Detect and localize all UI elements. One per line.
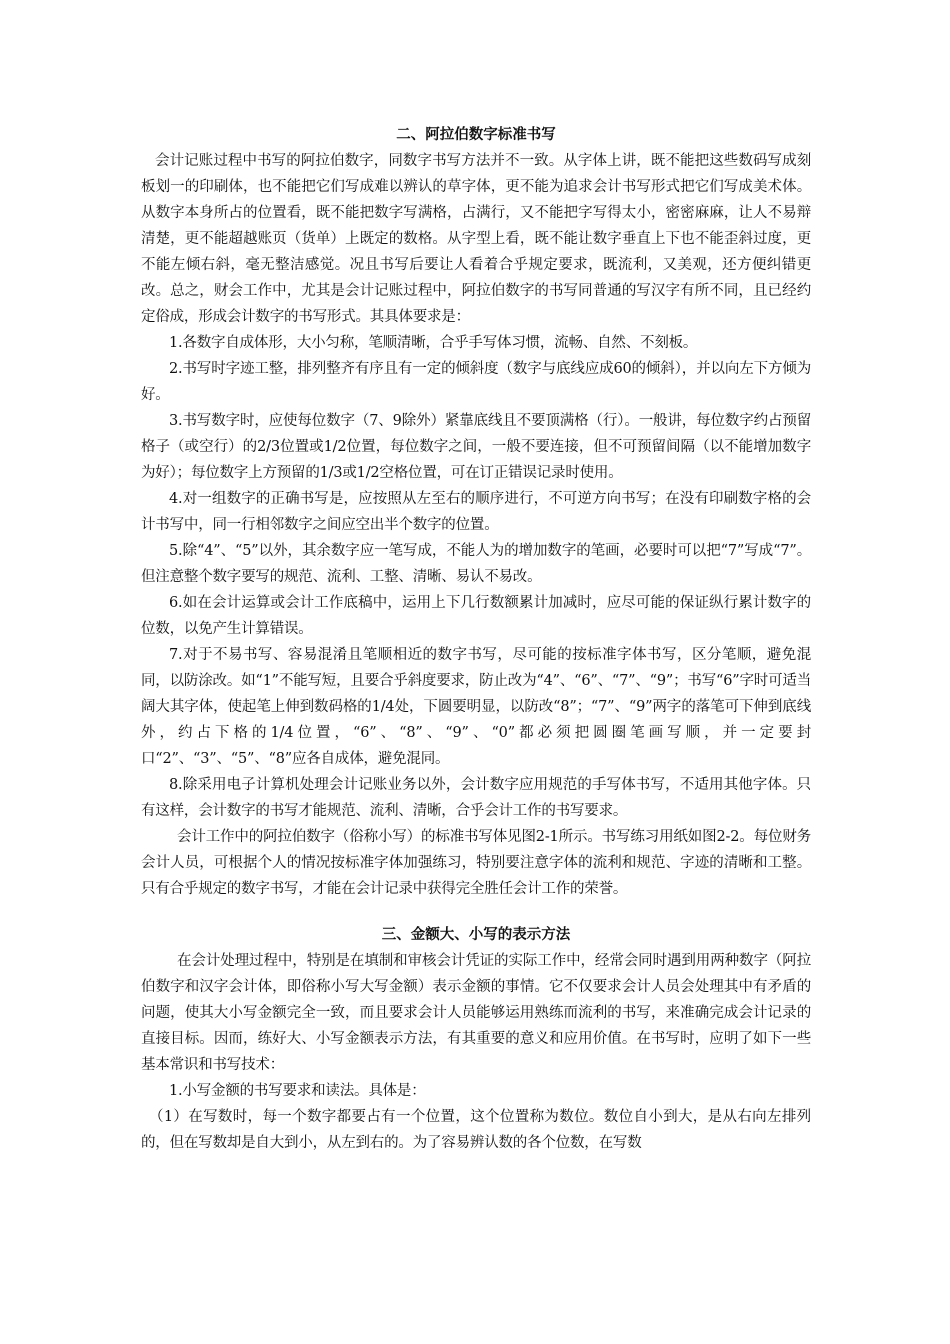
section-intro-paragraph-2: 在会计处理过程中，特别是在填制和审核会计凭证的实际工作中，经常会同时遇到用两种数字（阿拉伯数字和汉字会计体，即俗称小写大写金额）表示金额的事情。它不仅要求会计人员会处理其中有矛盾的问题，使其大小写金额完全一致，而且要求会计人员能够运用熟练而流利的书写，来准确完成会计记录的直接目标。因而，练好大、小写金额表示方法，有其重要的意义和应用价值。在书写时，应明了如下一些基本常识和书写技术： xyxy=(141,953,811,1073)
requirement-item-8: 8.除采用电子计算机处理会计记账业务以外，会计数字应用规范的手写体书写，不适用其他字体。只有这样，会计数字的书写才能规范、流利、清晰，合乎会计工作的书写要求。 xyxy=(141,777,811,819)
section-title-arabic-numerals: 二、阿拉伯数字标准书写 xyxy=(396,127,556,143)
section-intro-paragraph: 会计记账过程中书写的阿拉伯数字，同数字书写方法并不一致。从字体上讲，既不能把这些数码写成刻板划一的印刷体，也不能把它们写成难以辨认的草字体，更不能为追求会计书写形式把它们写成美术体。从数字本身所占的位置看，既不能把数字写满格，占满行，又不能把字写得太小，密密麻麻，让人不易辩清楚，更不能超越账页（货单）上既定的数格。从字型上看，既不能让数字垂直上下也不能歪斜过度，更不能左倾右斜，毫无整洁感觉。况且书写后要让人看着合乎规定要求，既流利，又美观，还方便纠错更改。总之，财会工作中，尤其是会计记账过程中，阿拉伯数字的书写同普通的写汉字有所不同，且已经约定俗成，形成会计数字的书写形式。其具体要求是： xyxy=(141,153,811,325)
requirement-item-2: 2.书写时字迹工整，排列整齐有序且有一定的倾斜度（数字与底线应成60的倾斜），并以向左下方倾为好。 xyxy=(141,361,811,403)
digit-position-paragraph: （1）在写数时，每一个数字都要占有一个位置，这个位置称为数位。数位自小到大，是从右向左排列的，但在写数却是自大到小，从左到右的。为了容易辨认数的各个位数，在写数 xyxy=(141,1109,811,1151)
lowercase-amount-item: 1.小写金额的书写要求和读法。具体是： xyxy=(169,1083,426,1099)
requirement-item-3: 3.书写数字时，应使每位数字（7、9除外）紧靠底线且不要顶满格（行）。一般讲，每位数字约占预留格子（或空行）的2/3位置或1/2位置，每位数字之间，一般不要连接，但不可预留间隔（以不能增加数字为好）；每位数字上方预留的1/3或1/2空格位置，可在订正错误记录时使用。 xyxy=(141,413,811,481)
section-spacer xyxy=(141,902,811,922)
section-title-amount-notation: 三、金额大、小写的表示方法 xyxy=(381,927,571,943)
requirement-item-6: 6.如在会计运算或会计工作底稿中，运用上下几行数额累计加减时，应尽可能的保证纵行累计数字的位数，以免产生计算错误。 xyxy=(141,595,811,637)
document-page xyxy=(141,122,811,1156)
requirement-item-5: 5.除“4”、“5”以外，其余数字应一笔写成，不能人为的增加数字的笔画，必要时可以把“7”写成“7”。但注意整个数字要写的规范、流利、工整、清晰、易认不易改。 xyxy=(141,543,811,585)
requirement-item-7: 7.对于不易书写、容易混淆且笔顺相近的数字书写，尽可能的按标准字体书写，区分笔顺，避免混同，以防涂改。如“1”不能写短，且要合乎斜度要求，防止改为“4”、“6”、“7”、“9”；书写“6”字时可适当阔大其字体，使起笔上伸到数码格的1/4处，下圆要明显，以防改“8”；“7”、“9”两字的落笔可下伸到底线外，约占下格的1/4位置，“6”、“8”、“9”、“0”都必须把圆圈笔画写顺，并一定要封口“2”、“3”、“5”、“8”应各自成体，避免混同。 xyxy=(141,647,811,767)
requirement-item-4: 4.对一组数字的正确书写是，应按照从左至右的顺序进行，不可逆方向书写；在没有印刷数字格的会计书写中，同一行相邻数字之间应空出半个数字的位置。 xyxy=(141,491,811,533)
requirement-item-1: 1.各数字自成体形，大小匀称，笔顺清晰，合乎手写体习惯，流畅、自然、不刻板。 xyxy=(169,335,698,351)
closing-paragraph: 会计工作中的阿拉伯数字（俗称小写）的标准书写体见图2-1所示。书写练习用纸如图2-2。每位财务会计人员，可根据个人的情况按标准字体加强练习，特别要注意字体的流利和规范、字迹的清晰和工整。只有合乎规定的数字书写，才能在会计记录中获得完全胜任会计工作的荣誉。 xyxy=(141,829,811,897)
